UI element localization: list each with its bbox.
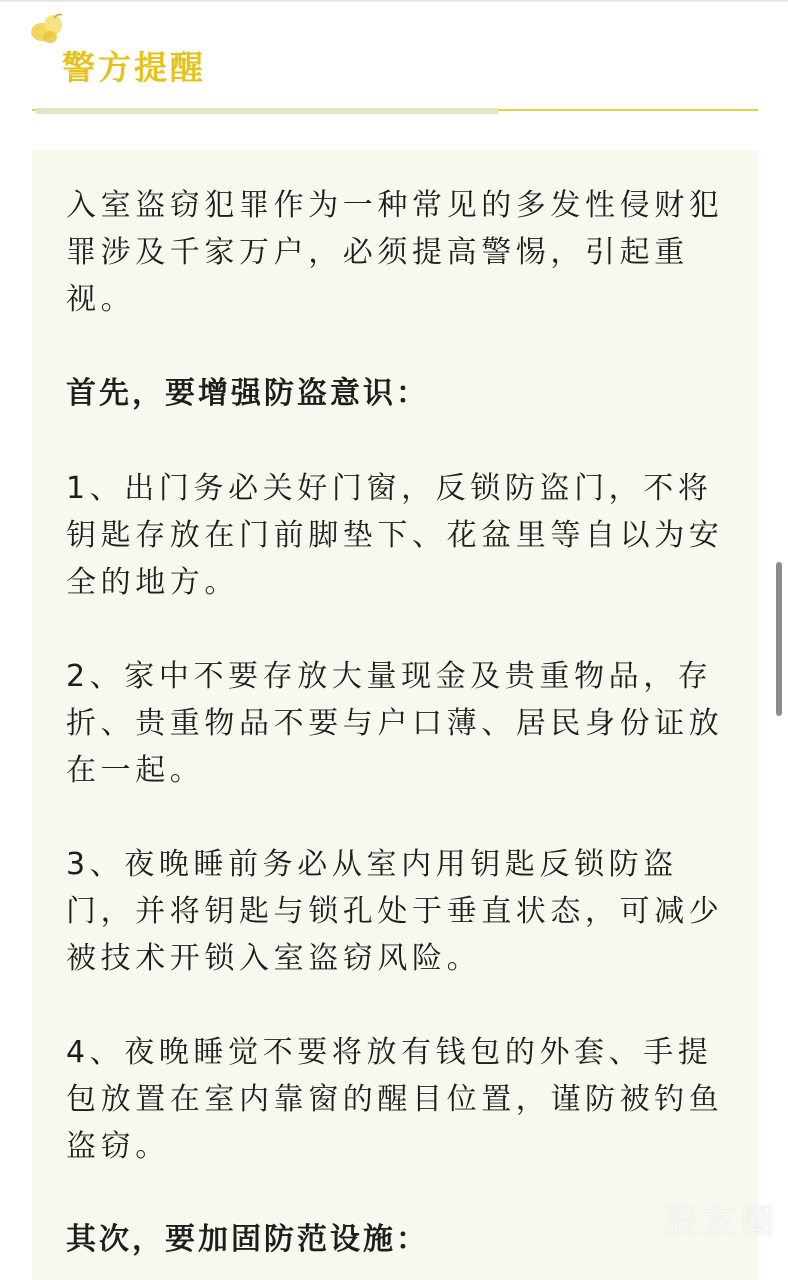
top-edge [0, 0, 788, 2]
section-title: 警方提醒 [62, 48, 206, 87]
watermark: 股友圈 [664, 1202, 778, 1242]
list-item: 3、夜晚睡前务必从室内用钥匙反锁防盗门，并将钥匙与锁孔处于垂直状态，可减少被技术开锁入室盗窃风险。 [66, 847, 724, 976]
first-heading: 首先，要增强防盗意识： [66, 376, 429, 411]
list-item: 4、夜晚睡觉不要将放有钱包的外套、手提包放置在室内靠窗的醒目位置，谨防被钓鱼盗窃。 [66, 1035, 724, 1164]
intro-paragraph: 入室盗窃犯罪作为一种常见的多发性侵财犯罪涉及千家万户，必须提高警惕，引起重视。 [66, 188, 724, 317]
list-item: 2、家中不要存放大量现金及贵重物品，存折、贵重物品不要与户口薄、居民身份证放在一起。 [66, 659, 724, 788]
second-heading: 其次，要加固防范设施： [66, 1222, 429, 1257]
list-item: 1、出门务必关好门窗，反锁防盗门，不将钥匙存放在门前脚垫下、花盆里等自以为安全的地方。 [66, 471, 724, 600]
butterfly-icon [28, 12, 68, 48]
scrollbar[interactable] [776, 562, 782, 716]
title-divider-highlight [36, 108, 498, 114]
